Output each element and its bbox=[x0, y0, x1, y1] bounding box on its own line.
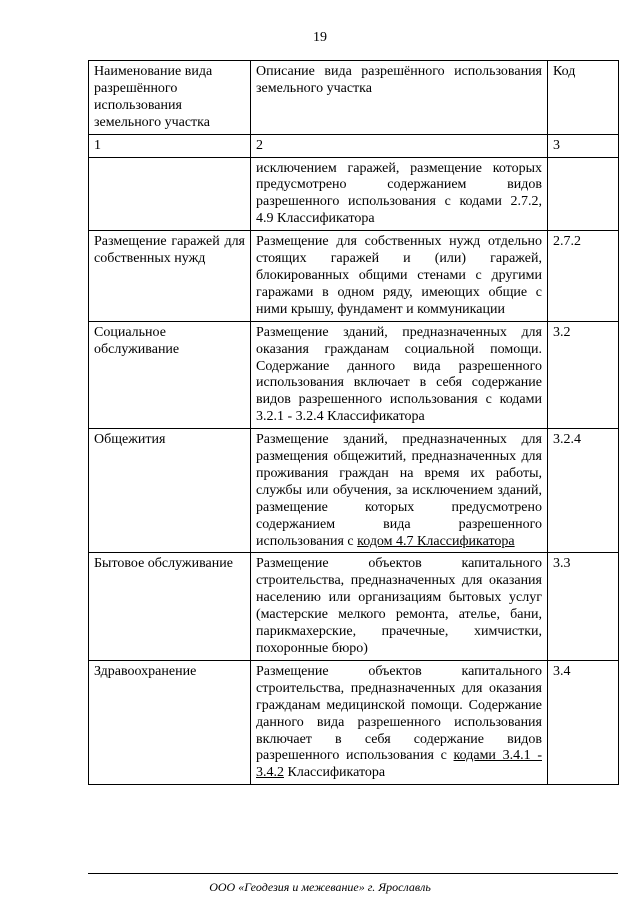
page-number: 19 bbox=[313, 30, 327, 45]
continuation-code-cell bbox=[548, 157, 619, 231]
row-name-cell: Социальное обслуживание bbox=[89, 321, 251, 428]
table-row bbox=[89, 660, 619, 784]
footer-divider bbox=[88, 873, 618, 874]
row-name-cell: Общежития bbox=[89, 429, 251, 553]
row-description-cell: Размещение зданий, предназначенных для оказания гражданам социальной помощи. Содержание данного вида разрешенного использования включает в себя содержание видов разрешенного использования с кодами 3.2.1 - 3.2.4 Классификатора bbox=[251, 321, 548, 428]
row-description-cell bbox=[251, 429, 548, 553]
row-description-cell: Размещение объектов капитального строительства, предназначенных для оказания населению или организациям бытовых услуг (мастерские мелкого ремонта, ателье, бани, парикмахерские, прачечные, химчистки, похоронные бюро) bbox=[251, 553, 548, 660]
column-number-1: 1 bbox=[89, 134, 251, 157]
classifier-code-link[interactable]: кодами 3.4.1 - 3.4.2 bbox=[256, 748, 542, 781]
continuation-description-cell: исключением гаражей, размещение которых предусмотрено содержанием видов разрешенного использования с кодами 2.7.2, 4.9 Классификатора bbox=[251, 157, 548, 231]
land-use-table bbox=[88, 60, 619, 785]
table-row bbox=[89, 429, 619, 553]
row-description-text: Размещение объектов капитального строительства, предназначенных для оказания гражданам медицинской помощи. Содержание данного вида разрешенного использования включает в себя содержание видов разрешенного использования с bbox=[256, 663, 542, 764]
column-numbers-row bbox=[89, 134, 619, 157]
column-number-3: 3 bbox=[548, 134, 619, 157]
header-description-cell: Описание вида разрешённого использования земельного участка bbox=[251, 61, 548, 135]
row-code-cell: 2.7.2 bbox=[548, 231, 619, 322]
table-row bbox=[89, 553, 619, 660]
row-code-cell: 3.2.4 bbox=[548, 429, 619, 553]
column-number-2: 2 bbox=[251, 134, 548, 157]
row-description-text: Размещение зданий, предназначенных для размещения общежитий, предназначенных для проживания граждан на время их работы, службы или обучения, за исключением зданий, размещение которых предусмотрено содержанием вида разрешенного использования с bbox=[256, 432, 542, 549]
table-row bbox=[89, 321, 619, 428]
header-code-cell: Код bbox=[548, 61, 619, 135]
row-description-cell: Размещение для собственных нужд отдельно стоящих гаражей и (или) гаражей, блокированных общими стенами с другими гаражами в одном ряду, имеющих общие с ними крышу, фундамент и коммуникации bbox=[251, 231, 548, 322]
classifier-code-link[interactable]: кодом 4.7 Классификатора bbox=[357, 533, 515, 549]
row-name-cell: Здравоохранение bbox=[89, 660, 251, 784]
table-row bbox=[89, 231, 619, 322]
header-name-cell: Наименование вида разрешённого использования земельного участка bbox=[89, 61, 251, 135]
row-code-cell: 3.4 bbox=[548, 660, 619, 784]
row-code-cell: 3.2 bbox=[548, 321, 619, 428]
row-name-cell: Размещение гаражей для собственных нужд bbox=[89, 231, 251, 322]
row-name-cell: Бытовое обслуживание bbox=[89, 553, 251, 660]
row-description-tail: Классификатора bbox=[284, 765, 386, 781]
continuation-row bbox=[89, 157, 619, 231]
table-header-row bbox=[89, 61, 619, 135]
continuation-name-cell bbox=[89, 157, 251, 231]
row-code-cell: 3.3 bbox=[548, 553, 619, 660]
row-description-cell bbox=[251, 660, 548, 784]
footer-text: ООО «Геодезия и межевание» г. Ярославль bbox=[209, 880, 431, 894]
